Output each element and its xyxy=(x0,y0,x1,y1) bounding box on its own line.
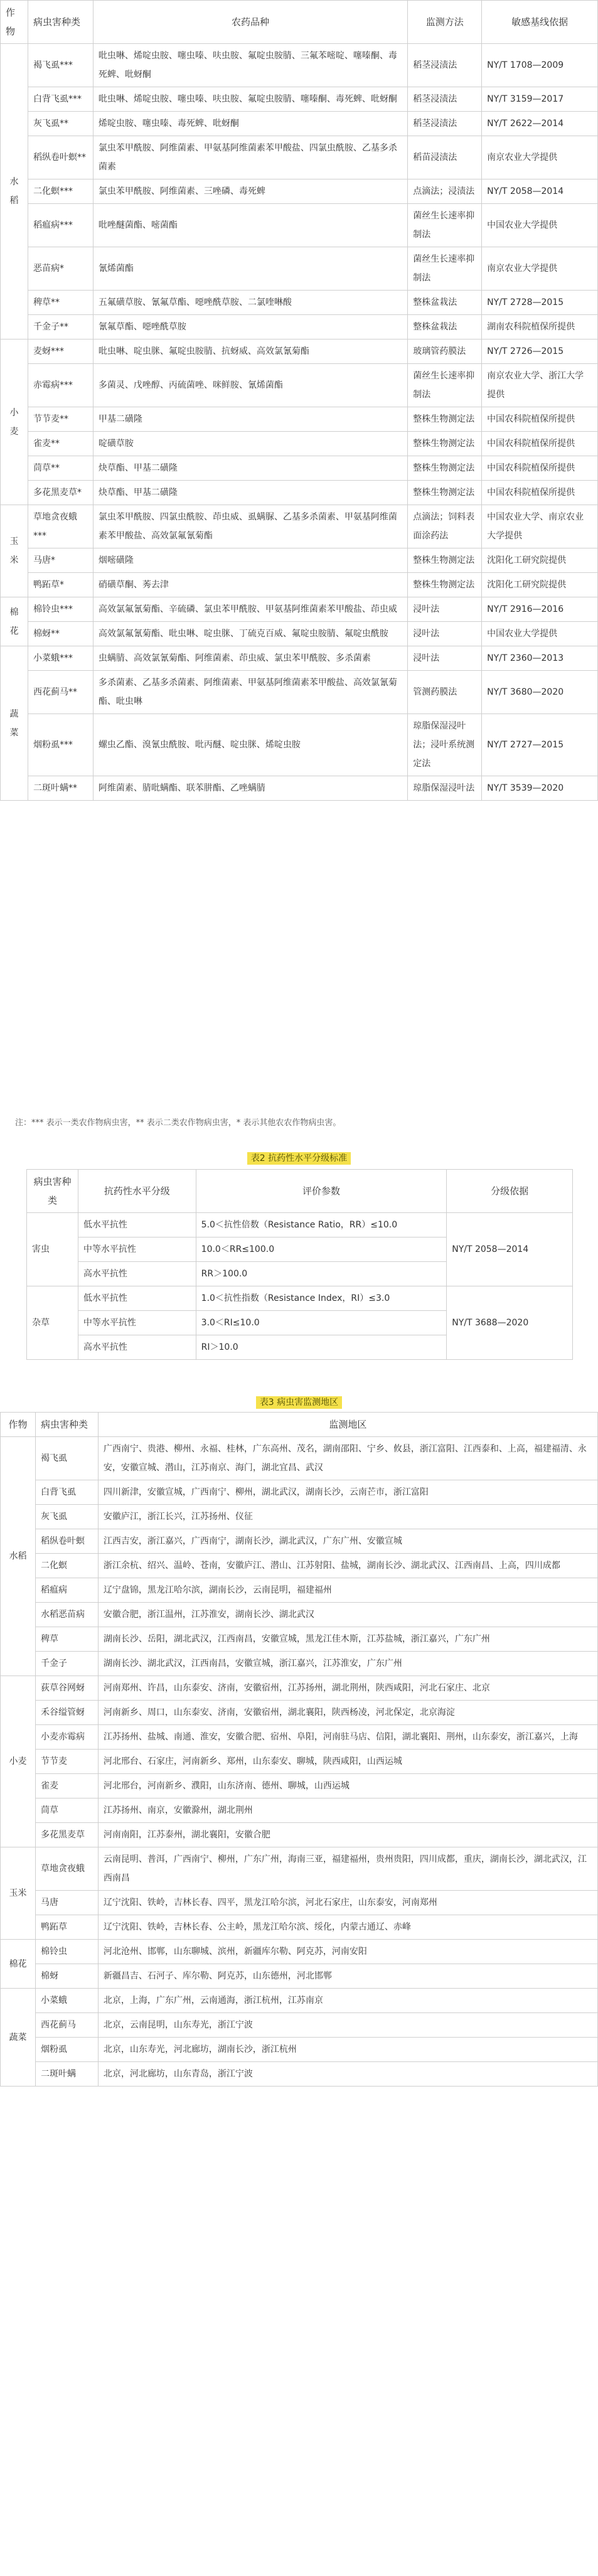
pesticide-cell: 吡虫啉、啶虫脒、氟啶虫胺腈、抗蚜威、高效氯氰菊酯 xyxy=(93,339,407,364)
area-cell: 四川新津，安徽宣城，广西南宁、柳州，湖北武汉，湖南长沙，云南芒市，浙江富阳 xyxy=(98,1480,597,1505)
basis-cell: 中国农业大学、南京农业大学提供 xyxy=(482,505,598,548)
crop-cell: 水稻 xyxy=(1,1437,36,1676)
table-row xyxy=(1,1554,598,1578)
method-cell: 菌丝生长速率抑制法 xyxy=(408,247,482,291)
table-row xyxy=(1,2013,598,2038)
col-header-crop: 作物 xyxy=(1,1413,36,1437)
table-row xyxy=(1,1578,598,1603)
pest-cell: 害虫 xyxy=(27,1213,78,1286)
basis-cell: 湖南农科院植保所提供 xyxy=(482,315,598,339)
table-row xyxy=(1,622,598,646)
crop-cell: 玉米 xyxy=(1,1847,36,1940)
pesticide-cell: 多菌灵、戊唑醇、丙硫菌唑、咪鲜胺、氰烯菌酯 xyxy=(93,364,407,407)
level-cell: 低水平抗性 xyxy=(78,1213,196,1237)
basis-cell: NY/T 3539—2020 xyxy=(482,776,598,801)
crop-cell: 棉花 xyxy=(1,1940,36,1989)
pest-cell: 恶苗病* xyxy=(28,247,93,291)
pest-cell: 水稻恶苗病 xyxy=(35,1603,98,1627)
table-footnote: 注：*** 表示一类农作物病虫害，** 表示二类农作物病虫害，* 表示其他农农作物病虫害。 xyxy=(15,1118,341,1128)
method-cell: 稻茎浸渍法 xyxy=(408,87,482,112)
area-cell: 湖南长沙、岳阳，湖北武汉，江西南昌，安徽宣城，黑龙江佳木斯，江苏盐城，浙江嘉兴，广东广州 xyxy=(98,1627,597,1652)
area-cell: 河南南阳，江苏泰州，湖北襄阳，安徽合肥 xyxy=(98,1823,597,1847)
pest-cell: 稗草 xyxy=(35,1627,98,1652)
area-cell: 新疆昌吉、石河子、库尔勒、阿克苏，山东德州，河北邯郸 xyxy=(98,1964,597,1989)
col-header-method: 监测方法 xyxy=(408,1,482,44)
crop-cell: 水稻 xyxy=(1,44,28,339)
pesticide-cell: 氯虫苯甲酰胺、阿维菌素、三唑磷、毒死蜱 xyxy=(93,179,407,204)
col-header-area: 监测地区 xyxy=(98,1413,597,1437)
basis-cell: NY/T 2058—2014 xyxy=(447,1213,573,1286)
pesticide-cell: 炔草酯、甲基二磺隆 xyxy=(93,481,407,505)
pest-cell: 千金子 xyxy=(35,1652,98,1676)
basis-cell: NY/T 2727—2015 xyxy=(482,714,598,776)
basis-cell: NY/T 2726—2015 xyxy=(482,339,598,364)
method-cell: 整株生物测定法 xyxy=(408,548,482,573)
pesticide-cell: 多杀菌素、乙基多杀菌素、阿维菌素、甲氨基阿维菌素苯甲酸盐、高效氯氰菊酯、吡虫啉 xyxy=(93,671,407,714)
area-cell: 河南郑州、许昌，山东泰安、济南，安徽宿州，江苏扬州，湖北荆州，陕西咸阳，河北石家庄、北京 xyxy=(98,1676,597,1701)
pest-cell: 二斑叶螨** xyxy=(28,776,93,801)
table-row xyxy=(1,1505,598,1529)
basis-cell: NY/T 2728—2015 xyxy=(482,291,598,315)
pest-cell: 棉铃虫*** xyxy=(28,597,93,622)
method-cell: 点滴法；饲料表面涂药法 xyxy=(408,505,482,548)
pest-cell: 荻草谷网蚜 xyxy=(35,1676,98,1701)
method-cell: 稻茎浸渍法 xyxy=(408,44,482,87)
pest-cell: 草地贪夜蛾*** xyxy=(28,505,93,548)
basis-cell: 南京农业大学、浙江大学提供 xyxy=(482,364,598,407)
table-row xyxy=(1,1798,598,1823)
param-cell: 5.0＜抗性倍数（Resistance Ratio，RR）≤10.0 xyxy=(196,1213,447,1237)
table-row xyxy=(1,1676,598,1701)
method-cell: 玻璃管药膜法 xyxy=(408,339,482,364)
method-cell: 浸叶法 xyxy=(408,597,482,622)
basis-cell: 南京农业大学提供 xyxy=(482,247,598,291)
pesticide-cell: 烯啶虫胺、噻虫嗪、毒死蜱、吡蚜酮 xyxy=(93,112,407,136)
col-header-level: 抗药性水平分级 xyxy=(78,1170,196,1213)
pest-cell: 马唐 xyxy=(35,1891,98,1915)
table-row xyxy=(27,1286,573,1311)
area-cell: 北京，河北廊坊，山东青岛，浙江宁波 xyxy=(98,2062,597,2087)
table-row xyxy=(1,573,598,597)
table-row xyxy=(1,2062,598,2087)
pest-cell: 白背飞虱 xyxy=(35,1480,98,1505)
basis-cell: 沈阳化工研究院提供 xyxy=(482,548,598,573)
table-row xyxy=(1,505,598,548)
basis-cell: 中国农科院植保所提供 xyxy=(482,407,598,432)
table-row xyxy=(1,1701,598,1725)
param-cell: 3.0＜RI≤10.0 xyxy=(196,1311,447,1335)
pest-cell: 节节麦** xyxy=(28,407,93,432)
col-header-pest: 病虫害种类 xyxy=(27,1170,78,1213)
method-cell: 整株生物测定法 xyxy=(408,481,482,505)
table-row xyxy=(1,1437,598,1480)
pest-cell: 杂草 xyxy=(27,1286,78,1360)
table-row xyxy=(27,1213,573,1237)
pest-cell: 烟粉虱*** xyxy=(28,714,93,776)
pest-cell: 多花黑麦草 xyxy=(35,1823,98,1847)
table-row xyxy=(1,364,598,407)
param-cell: 10.0＜RR≤100.0 xyxy=(196,1237,447,1262)
pest-cell: 二斑叶螨 xyxy=(35,2062,98,2087)
level-cell: 中等水平抗性 xyxy=(78,1311,196,1335)
pest-cell: 千金子** xyxy=(28,315,93,339)
param-cell: RI＞10.0 xyxy=(196,1335,447,1360)
table-row xyxy=(1,671,598,714)
area-cell: 辽宁沈阳、铁岭，吉林长春、四平，黑龙江哈尔滨，河北石家庄，山东泰安，河南郑州 xyxy=(98,1891,597,1915)
param-cell: RR＞100.0 xyxy=(196,1262,447,1286)
table3-caption-wrap xyxy=(0,1396,598,1408)
table-row xyxy=(1,44,598,87)
basis-cell: 中国农科院植保所提供 xyxy=(482,456,598,481)
pest-cell: 马唐* xyxy=(28,548,93,573)
pest-cell: 鸭跖草* xyxy=(28,573,93,597)
table-row xyxy=(1,179,598,204)
pest-cell: 茼草** xyxy=(28,456,93,481)
table-row xyxy=(1,1603,598,1627)
basis-cell: NY/T 2058—2014 xyxy=(482,179,598,204)
pest-cell: 白背飞虱*** xyxy=(28,87,93,112)
pesticide-cell: 氰氟草酯、噁唑酰草胺 xyxy=(93,315,407,339)
area-cell: 辽宁盘锦，黑龙江哈尔滨，湖南长沙，云南昆明，福建福州 xyxy=(98,1578,597,1603)
pest-cell: 西花蓟马 xyxy=(35,2013,98,2038)
area-cell: 江苏扬州、盐城、南通、淮安，安徽合肥、宿州、阜阳，河南驻马店、信阳，湖北襄阳、荆州，山东泰安，浙江嘉兴，上海 xyxy=(98,1725,597,1750)
area-cell: 广西南宁、贵港、柳州、永福、桂林，广东高州、茂名，湖南邵阳、宁乡、攸县，浙江富阳、江西泰和、上高，福建福清、永安，安徽宣城、潜山，江苏南京、海门，湖北宜昌、武汉 xyxy=(98,1437,597,1480)
area-cell: 浙江余杭、绍兴、温岭、苍南，安徽庐江、潜山、江苏射阳、盐城，湖南长沙、湖北武汉、江西南昌、上高，四川成都 xyxy=(98,1554,597,1578)
method-cell: 稻苗浸渍法 xyxy=(408,136,482,179)
col-header-pest: 病虫害种类 xyxy=(28,1,93,44)
pest-cell: 棉铃虫 xyxy=(35,1940,98,1964)
table-row xyxy=(1,1774,598,1798)
pest-cell: 棉蚜 xyxy=(35,1964,98,1989)
table-row xyxy=(1,1847,598,1891)
pesticide-cell: 螺虫乙酯、溴氰虫酰胺、吡丙醚、啶虫脒、烯啶虫胺 xyxy=(93,714,407,776)
table-row xyxy=(1,247,598,291)
pesticide-cell: 氯虫苯甲酰胺、阿维菌素、甲氨基阿维菌素苯甲酸盐、四氯虫酰胺、乙基多杀菌素 xyxy=(93,136,407,179)
pest-cell: 雀麦** xyxy=(28,432,93,456)
pest-cell: 鸭跖草 xyxy=(35,1915,98,1940)
table3-caption: 表3 病虫害监测地区 xyxy=(256,1396,342,1409)
table-row xyxy=(1,597,598,622)
table-row xyxy=(1,646,598,671)
table-row xyxy=(1,1725,598,1750)
basis-cell: NY/T 1708—2009 xyxy=(482,44,598,87)
area-cell: 安徽庐江，浙江长兴，江苏扬州、仪征 xyxy=(98,1505,597,1529)
basis-cell: 南京农业大学提供 xyxy=(482,136,598,179)
crop-cell: 玉米 xyxy=(1,505,28,597)
pest-cell: 草地贪夜蛾 xyxy=(35,1847,98,1891)
col-header-crop: 作物 xyxy=(1,1,28,44)
table2-caption-wrap xyxy=(0,1152,598,1164)
area-cell: 云南昆明、普洱，广西南宁、柳州，广东广州，海南三亚，福建福州，贵州贵阳，四川成都，重庆，湖南长沙，湖北武汉，江西南昌 xyxy=(98,1847,597,1891)
col-header-pesticide: 农药品种 xyxy=(93,1,407,44)
pest-cell: 小菜蛾*** xyxy=(28,646,93,671)
basis-cell: 中国农科院植保所提供 xyxy=(482,481,598,505)
col-header-basis: 敏感基线依据 xyxy=(482,1,598,44)
level-cell: 中等水平抗性 xyxy=(78,1237,196,1262)
crop-cell: 蔬菜 xyxy=(1,646,28,801)
pest-cell: 烟粉虱 xyxy=(35,2038,98,2062)
method-cell: 整株生物测定法 xyxy=(408,456,482,481)
pest-cell: 雀麦 xyxy=(35,1774,98,1798)
pesticide-cell: 阿维菌素、腈吡螨酯、联苯肼酯、乙唑螨腈 xyxy=(93,776,407,801)
pest-cell: 多花黑麦草* xyxy=(28,481,93,505)
pest-cell: 小麦赤霉病 xyxy=(35,1725,98,1750)
pest-cell: 小菜蛾 xyxy=(35,1989,98,2013)
method-cell: 琼脂保湿浸叶法 xyxy=(408,776,482,801)
pest-cell: 稻瘟病*** xyxy=(28,204,93,247)
table-header-row xyxy=(27,1170,573,1213)
table-row xyxy=(1,1915,598,1940)
method-cell: 浸叶法 xyxy=(408,622,482,646)
method-cell: 管测药膜法 xyxy=(408,671,482,714)
table-row xyxy=(1,1480,598,1505)
table-row xyxy=(1,339,598,364)
pest-cell: 西花蓟马** xyxy=(28,671,93,714)
pesticide-cell: 吡唑醚菌酯、嘧菌酯 xyxy=(93,204,407,247)
area-cell: 北京，上海，广东广州，云南通海，浙江杭州，江苏南京 xyxy=(98,1989,597,2013)
table-row xyxy=(1,291,598,315)
table-row xyxy=(1,1529,598,1554)
basis-cell: NY/T 2622—2014 xyxy=(482,112,598,136)
method-cell: 整株生物测定法 xyxy=(408,407,482,432)
pesticide-monitoring-table xyxy=(0,0,598,801)
pest-cell: 麦蚜*** xyxy=(28,339,93,364)
crop-cell: 蔬菜 xyxy=(1,1989,36,2087)
area-cell: 北京，云南昆明，山东寿光，浙江宁波 xyxy=(98,2013,597,2038)
pest-cell: 棉蚜** xyxy=(28,622,93,646)
col-header-basis: 分级依据 xyxy=(447,1170,573,1213)
basis-cell: NY/T 3159—2017 xyxy=(482,87,598,112)
basis-cell: NY/T 3680—2020 xyxy=(482,671,598,714)
table-row xyxy=(1,714,598,776)
table-row xyxy=(1,1750,598,1774)
pesticide-cell: 硝磺草酮、莠去津 xyxy=(93,573,407,597)
table-row xyxy=(1,315,598,339)
crop-cell: 棉花 xyxy=(1,597,28,646)
monitoring-area-table xyxy=(0,1412,598,2087)
table-row xyxy=(1,112,598,136)
pest-cell: 赤霉病*** xyxy=(28,364,93,407)
area-cell: 安徽合肥，浙江温州，江苏淮安，湖南长沙、湖北武汉 xyxy=(98,1603,597,1627)
pest-cell: 灰飞虱 xyxy=(35,1505,98,1529)
area-cell: 江苏扬州、南京，安徽滁州，湖北荆州 xyxy=(98,1798,597,1823)
table2-caption: 表2 抗药性水平分级标准 xyxy=(247,1152,351,1165)
pest-cell: 节节麦 xyxy=(35,1750,98,1774)
area-cell: 北京，山东寿光，河北廊坊，湖南长沙，浙江杭州 xyxy=(98,2038,597,2062)
area-cell: 辽宁沈阳、铁岭，吉林长春、公主岭，黑龙江哈尔滨、绥化，内蒙古通辽、赤峰 xyxy=(98,1915,597,1940)
basis-cell: 中国农业大学提供 xyxy=(482,204,598,247)
pesticide-cell: 吡虫啉、烯啶虫胺、噻虫嗪、呋虫胺、氟啶虫胺腈、噻嗪酮、毒死蜱、吡蚜酮 xyxy=(93,87,407,112)
table-row xyxy=(1,481,598,505)
col-header-pest: 病虫害种类 xyxy=(35,1413,98,1437)
table-row xyxy=(1,548,598,573)
method-cell: 琼脂保湿浸叶法；浸叶系统测定法 xyxy=(408,714,482,776)
area-cell: 湖南长沙、湖北武汉，江西南昌，安徽宣城，浙江嘉兴，江苏淮安，广东广州 xyxy=(98,1652,597,1676)
table-row xyxy=(1,2038,598,2062)
pest-cell: 茼草 xyxy=(35,1798,98,1823)
pesticide-cell: 高效氯氟氰菊酯、辛硫磷、氯虫苯甲酰胺、甲氨基阿维菌素苯甲酸盐、茚虫威 xyxy=(93,597,407,622)
crop-cell: 小麦 xyxy=(1,339,28,505)
pesticide-cell: 虫螨腈、高效氯氰菊酯、阿维菌素、茚虫威、氯虫苯甲酰胺、多杀菌素 xyxy=(93,646,407,671)
pesticide-cell: 高效氯氟氰菊酯、吡虫啉、啶虫脒、丁硫克百威、氟啶虫胺腈、氟啶虫酰胺 xyxy=(93,622,407,646)
table-row xyxy=(1,1940,598,1964)
table-row xyxy=(1,1652,598,1676)
pest-cell: 褐飞虱*** xyxy=(28,44,93,87)
pesticide-cell: 啶磺草胺 xyxy=(93,432,407,456)
area-cell: 江西吉安，浙江嘉兴，广西南宁，湖南长沙，湖北武汉，广东广州、安徽宣城 xyxy=(98,1529,597,1554)
pesticide-cell: 氰烯菌酯 xyxy=(93,247,407,291)
method-cell: 菌丝生长速率抑制法 xyxy=(408,364,482,407)
pesticide-cell: 氯虫苯甲酰胺、四氯虫酰胺、茚虫威、虱螨脲、乙基多杀菌素、甲氨基阿维菌素苯甲酸盐、高效氯氟氰菊酯 xyxy=(93,505,407,548)
pest-cell: 二化螟 xyxy=(35,1554,98,1578)
area-cell: 河北邢台、石家庄，河南新乡、郑州，山东泰安、聊城，陕西咸阳，山西运城 xyxy=(98,1750,597,1774)
area-cell: 河北沧州、邯郸，山东聊城、滨州，新疆库尔勒、阿克苏，河南安阳 xyxy=(98,1940,597,1964)
area-cell: 河南新乡、周口，山东泰安、济南，安徽宿州，湖北襄阳，陕西杨凌，河北保定，北京海淀 xyxy=(98,1701,597,1725)
table-row xyxy=(1,1891,598,1915)
method-cell: 整株生物测定法 xyxy=(408,432,482,456)
crop-cell: 小麦 xyxy=(1,1676,36,1847)
pesticide-cell: 烟嘧磺隆 xyxy=(93,548,407,573)
table-row xyxy=(1,136,598,179)
param-cell: 1.0＜抗性指数（Resistance Index，RI）≤3.0 xyxy=(196,1286,447,1311)
table-row xyxy=(1,456,598,481)
pest-cell: 禾谷缢管蚜 xyxy=(35,1701,98,1725)
table-header-row xyxy=(1,1413,598,1437)
method-cell: 浸叶法 xyxy=(408,646,482,671)
pest-cell: 灰飞虱** xyxy=(28,112,93,136)
method-cell: 整株盆栽法 xyxy=(408,315,482,339)
pesticide-cell: 甲基二磺隆 xyxy=(93,407,407,432)
table-row xyxy=(1,204,598,247)
area-cell: 河北邢台，河南新乡、濮阳，山东济南、德州、聊城，山西运城 xyxy=(98,1774,597,1798)
table-row xyxy=(1,87,598,112)
pest-cell: 稗草** xyxy=(28,291,93,315)
pest-cell: 稻纵卷叶螟** xyxy=(28,136,93,179)
table-row xyxy=(1,432,598,456)
basis-cell: 沈阳化工研究院提供 xyxy=(482,573,598,597)
level-cell: 高水平抗性 xyxy=(78,1262,196,1286)
table-row xyxy=(1,776,598,801)
resistance-level-table xyxy=(26,1169,573,1360)
method-cell: 整株盆栽法 xyxy=(408,291,482,315)
col-header-param: 评价参数 xyxy=(196,1170,447,1213)
pest-cell: 稻纵卷叶螟 xyxy=(35,1529,98,1554)
table-row xyxy=(1,1823,598,1847)
method-cell: 点滴法；浸渍法 xyxy=(408,179,482,204)
table-row xyxy=(1,407,598,432)
level-cell: 高水平抗性 xyxy=(78,1335,196,1360)
pesticide-cell: 五氟磺草胺、氰氟草酯、噁唑酰草胺、二氯喹啉酸 xyxy=(93,291,407,315)
pest-cell: 褐飞虱 xyxy=(35,1437,98,1480)
pesticide-cell: 吡虫啉、烯啶虫胺、噻虫嗪、呋虫胺、氟啶虫胺腈、三氟苯嘧啶、噻嗪酮、毒死蜱、吡蚜酮 xyxy=(93,44,407,87)
table-row xyxy=(1,1627,598,1652)
basis-cell: NY/T 3688—2020 xyxy=(447,1286,573,1360)
pest-cell: 二化螟*** xyxy=(28,179,93,204)
level-cell: 低水平抗性 xyxy=(78,1286,196,1311)
basis-cell: NY/T 2916—2016 xyxy=(482,597,598,622)
basis-cell: 中国农科院植保所提供 xyxy=(482,432,598,456)
table-row xyxy=(1,1989,598,2013)
pesticide-cell: 炔草酯、甲基二磺隆 xyxy=(93,456,407,481)
basis-cell: 中国农业大学提供 xyxy=(482,622,598,646)
basis-cell: NY/T 2360—2013 xyxy=(482,646,598,671)
method-cell: 整株生物测定法 xyxy=(408,573,482,597)
method-cell: 稻茎浸渍法 xyxy=(408,112,482,136)
pest-cell: 稻瘟病 xyxy=(35,1578,98,1603)
method-cell: 菌丝生长速率抑制法 xyxy=(408,204,482,247)
table-row xyxy=(1,1964,598,1989)
table-header-row xyxy=(1,1,598,44)
